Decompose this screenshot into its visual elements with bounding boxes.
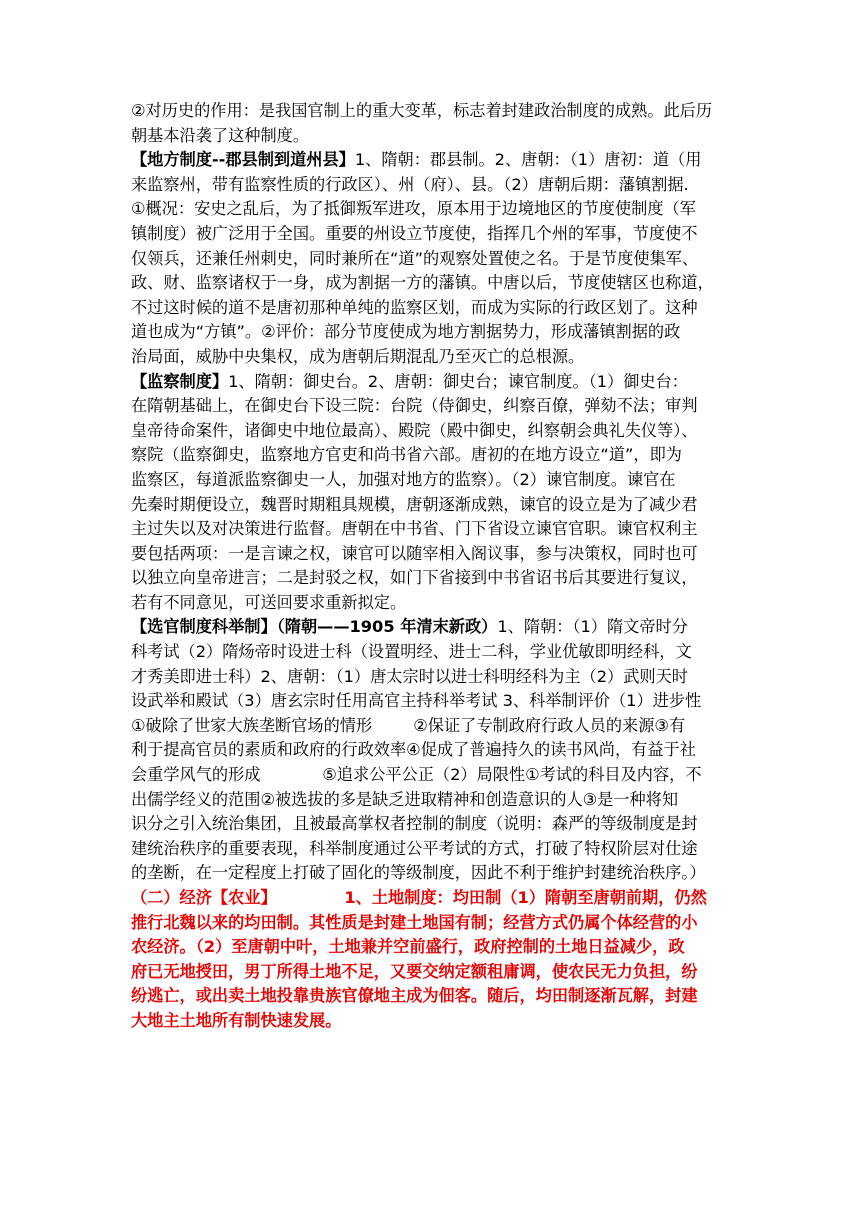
text-run: 朝基本沿袭了这种制度。 (131, 125, 310, 145)
text-line (131, 443, 731, 468)
text-run: 利于提高官员的素质和政府的行政效率④促成了普遍持久的读书风尚，有益于社 (131, 740, 696, 760)
text-line (131, 935, 731, 960)
text-run: 纷逃亡，或出卖土地投靠贵族官僚地主成为佃客。随后，均田制逐渐瓦解，封建 (131, 986, 698, 1006)
text-line (131, 984, 731, 1009)
text-line (131, 714, 731, 739)
text-line (131, 493, 731, 518)
text-line (131, 271, 731, 296)
text-run: 识分之引入统治集团，且被最高掌权者控制的制度（说明：森严的等级制度是封 (131, 814, 698, 834)
text-line (131, 419, 731, 444)
text-run: 政、财、监察诸权于一身，成为割据一方的藩镇。中唐以后，节度使辖区也称道， (131, 273, 714, 293)
text-run: 来监察州，带有监察性质的行政区）、州（府）、县。（2）唐朝后期：藩镇割据. (131, 174, 689, 194)
text-run: 推行北魏以来的均田制。其性质是封建土地国有制；经营方式仍属个体经营的小 (131, 912, 698, 932)
text-run: ①概况：安史之乱后，为了抵御叛军进攻，原本用于边境地区的节度使制度（军 (131, 199, 696, 219)
text-run: 若有不同意见，可送回要求重新拟定。 (131, 592, 407, 612)
text-line (131, 320, 731, 345)
text-line (131, 566, 731, 591)
text-run: 先秦时期便设立，魏晋时期粗具规模，唐朝逐渐成熟，谏官的设立是为了减少君 (131, 494, 698, 514)
text-line (131, 738, 731, 763)
heading-label: 【监察制度】 (131, 371, 229, 391)
text-line (131, 911, 731, 936)
heading-label: 【地方制度--郡县制到道州县】 (131, 150, 355, 170)
text-line (131, 124, 731, 149)
text-line (131, 763, 731, 788)
text-run: 以独立向皇帝进言；二是封驳之权，如门下省接到中书省诏书后其要进行复议， (131, 568, 698, 588)
section-heading-imperial-exam (131, 615, 731, 640)
text-run: 监察区，每道派监察御史一人，加强对地方的监察）。（2）谏官制度。谏官在 (131, 469, 676, 489)
text-line (131, 468, 731, 493)
text-line (131, 517, 731, 542)
text-run: 1、隋朝：（1）隋文帝时分 (497, 617, 688, 637)
text-line (131, 99, 731, 124)
text-run: 府已无地授田，男丁所得土地不足，又要交纳定额租庸调，使农民无力负担，纷 (131, 961, 698, 981)
text-run: 设武举和殿试（3）唐玄宗时任用高官主持科举考试 3、科举制评价（1）进步性 (131, 691, 702, 711)
text-line (131, 861, 731, 886)
text-run: ①破除了世家大族垄断官场的情形 ②保证了专制政府行政人员的来源③有 (131, 715, 686, 735)
heading-label: 【选官制度科举制】（隋朝——1905 年清末新政） (131, 617, 498, 637)
text-run: ②对历史的作用：是我国官制上的重大变革，标志着封建政治制度的成熟。此后历 (131, 101, 713, 120)
text-run: 会重学风气的形成 ⑤追求公平公正（2）局限性①考试的科目及内容，不 (131, 765, 702, 785)
text-run: 皇帝待命案件，诸御史中地位最高）、殿院（殿中御史，纠察朝会典礼失仪等）、 (131, 420, 698, 440)
text-line (131, 247, 731, 272)
text-run: （二）经济【农业】 1、土地制度：均田制（1）隋朝至唐朝前期，仍然 (131, 888, 707, 907)
text-run: 仅领兵，还兼任州刺史，同时兼所在“道”的观察处置使之名。于是节度使集军、 (131, 248, 699, 268)
text-line (131, 222, 731, 247)
text-line (131, 960, 731, 985)
text-run: 1、隋朝：郡县制。2、唐朝：（1）唐初：道（用 (354, 150, 702, 170)
text-run: 在隋朝基础上，在御史台下设三院：台院（侍御史，纠察百僚，弹劾不法；审判 (131, 396, 698, 416)
text-run: 不过这时候的道不是唐初那种单纯的监察区划，而成为实际的行政区划了。这种 (131, 297, 698, 317)
text-run: 建统治秩序的重要表现，科举制度通过公平考试的方式，打破了特权阶层对仕途 (131, 838, 698, 858)
text-line (131, 837, 731, 862)
text-run: 镇制度）被广泛用于全国。重要的州设立节度使，指挥几个州的军事，节度使不 (131, 223, 698, 243)
text-run: 才秀美即进士科）2、唐朝：（1）唐太宗时以进士科明经科为主（2）武则天时 (131, 666, 688, 686)
text-line (131, 296, 731, 321)
text-run: 治局面，威胁中央集权，成为唐朝后期混乱乃至灭亡的总根源。 (131, 346, 585, 366)
text-run: 农经济。（2）至唐朝中叶，土地兼并空前盛行，政府控制的土地日益减少，政 (131, 937, 685, 957)
text-line (131, 788, 731, 813)
text-line (131, 394, 731, 419)
text-line (131, 689, 731, 714)
text-run: 1、隋朝：御史台。2、唐朝：御史台；谏官制度。（1）御史台： (228, 371, 688, 391)
text-line (131, 812, 731, 837)
text-line (131, 197, 731, 222)
document-page (131, 99, 731, 1034)
text-run: 大地主土地所有制快速发展。 (131, 1010, 342, 1030)
section-heading-supervision (131, 370, 731, 395)
text-line (131, 345, 731, 370)
text-line (131, 1009, 731, 1034)
text-run: 的垄断，在一定程度上打破了固化的等级制度，因此不利于维护封建统治秩序。） (131, 863, 706, 883)
text-line (131, 665, 731, 690)
text-run: 主过失以及对决策进行监督。唐朝在中书省、门下省设立谏官官职。谏官权利主 (131, 519, 698, 539)
section-heading-economy (131, 886, 731, 911)
text-line (131, 542, 731, 567)
text-run: 科考试（2）隋炀帝时设进士科（设置明经、进士二科，学业优敏即明经科，文 (131, 642, 692, 662)
text-run: 出儒学经义的范围②被选拔的多是缺乏进取精神和创造意识的人③是一种将知 (131, 789, 679, 809)
text-line (131, 173, 731, 198)
text-run: 察院（监察御史，监察地方官吏和尚书省六部。唐初的在地方设立“道”，即为 (131, 445, 682, 465)
section-heading-local-system (131, 148, 731, 173)
text-run: 道也成为“方镇”。②评价：部分节度使成为地方割据势力，形成藩镇割据的政 (131, 322, 681, 342)
text-line (131, 640, 731, 665)
text-run: 要包括两项：一是言谏之权，谏官可以随宰相入阁议事，参与决策权，同时也可 (131, 543, 698, 563)
text-line (131, 591, 731, 616)
